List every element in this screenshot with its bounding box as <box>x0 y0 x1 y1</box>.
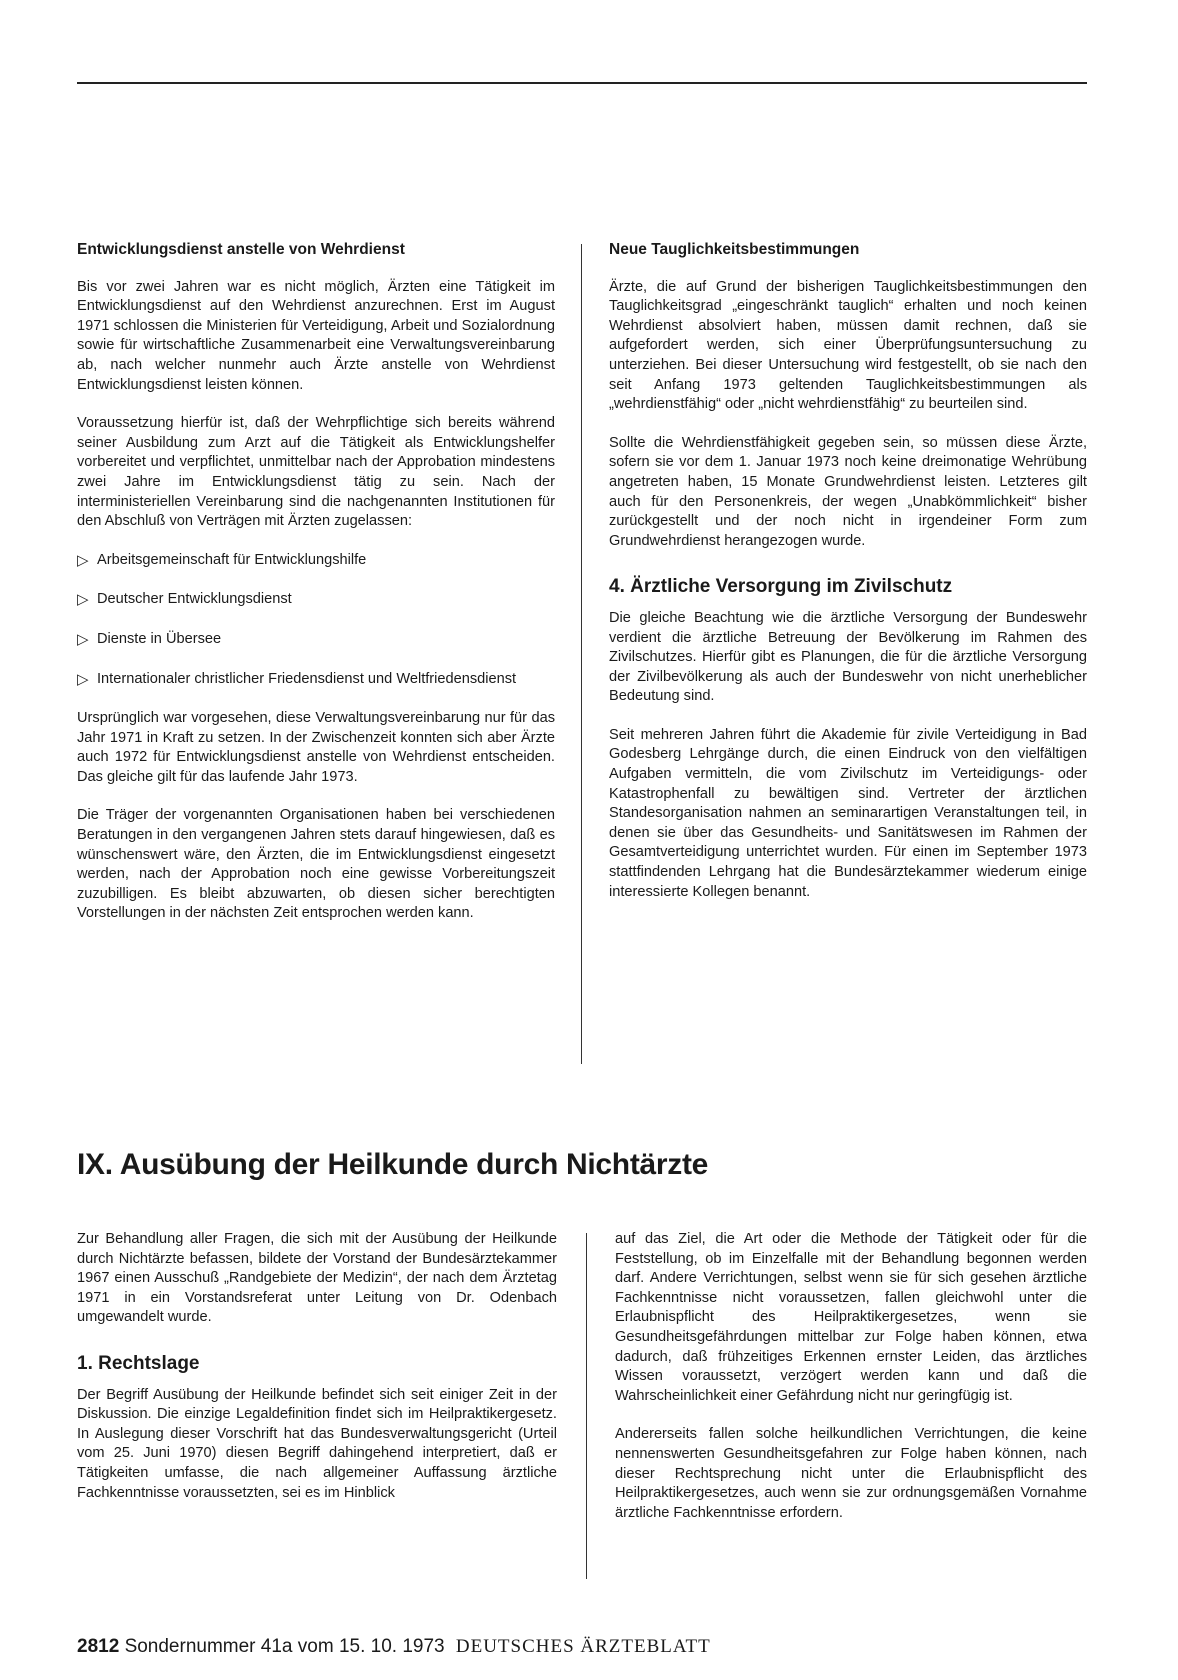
list-item <box>77 590 555 610</box>
paragraph: Sollte die Wehrdienstfähigkeit gegeben sein, so müssen diese Ärzte, sofern sie vor dem 1. Januar 1973 noch keine dreimonatige Wehrübung angetreten haben, 15 Monate Grundwehrdienst leisten. Letzteres gilt auch für den Personenkreis, der wegen „Unabkömmlichkeit“ bisher zurückgestellt und der noch nicht in irgendeiner Form zum Grundwehrdienst herangezogen wurde. <box>609 434 1087 549</box>
top-left-column <box>77 240 555 943</box>
bottom-left-column <box>77 1230 557 1522</box>
section-heading-rechtslage: 1. Rechtslage <box>77 1352 200 1374</box>
bottom-right-column <box>615 1230 1087 1542</box>
column-divider <box>581 244 582 1064</box>
list-item <box>77 551 555 571</box>
list-item-text: Arbeitsgemeinschaft für Entwicklungshilfe <box>97 551 367 568</box>
top-rule <box>77 82 1087 84</box>
paragraph: Zur Behandlung aller Fragen, die sich mit der Ausübung der Heilkunde durch Nichtärzte befassen, bildete der Vorstand der Bundesärztekammer 1967 einen Ausschuß „Randgebiete der Medizin“, der nach dem Ärztetag 1971 in ein Vorstandsreferat unter Leitung von Dr. Odenbach umgewandelt wurde. <box>77 1231 557 1326</box>
journal-name: DEUTSCHES ÄRZTEBLATT <box>455 1636 711 1657</box>
top-right-column <box>609 240 1087 921</box>
paragraph: Seit mehreren Jahren führt die Akademie für zivile Verteidigung in Bad Godesberg Lehrgänge durch, die einen Eindruck von den vielfältigen Aufgaben vermitteln, die vom Zivilschutz im Verteidigungs- oder Katastrophenfall zu bewältigen sind. Vertreter der ärztlichen Standesorganisation nahmen an seminarartigen Veranstaltungen teil, in denen sie über das Gesundheits- und Sanitätswesen im Rahmen der Gesamtverteidigung unterrichtet wurden. Für einen im September 1973 stattfindenden Lehrgang hat die Bundesärztekammer wiederum einige interessierte Kollegen benannt. <box>609 726 1087 900</box>
page-footer <box>77 1636 711 1658</box>
list-item-text: Deutscher Entwicklungsdienst <box>97 591 292 608</box>
list-item-text: Internationaler christlicher Friedensdienst und Weltfriedensdienst <box>97 670 517 687</box>
paragraph: Ursprünglich war vorgesehen, diese Verwaltungsvereinbarung nur für das Jahr 1971 in Kraft zu setzen. In der Zwischenzeit konnten sich aber Ärzte auch 1972 für Entwicklungsdienst anstelle von Wehrdienst entscheiden. Das gleiche gilt für das laufende Jahr 1973. <box>77 710 555 785</box>
paragraph: Bis vor zwei Jahren war es nicht möglich, Ärzten eine Tätigkeit im Entwicklungsdienst auf den Wehrdienst anzurechnen. Erst im August 1971 schlossen die Ministerien für Verteidigung, Arbeit und Sozialordnung sowie für wirtschaftliche Zusammenarbeit eine Verwaltungsvereinbarung ab, nach welcher nunmehr auch Ärzte anstelle von Wehrdienst Entwicklungsdienst leisten können. <box>77 278 555 393</box>
section-heading-entwicklungsdienst: Entwicklungsdienst anstelle von Wehrdienst <box>77 241 405 258</box>
list-item <box>77 630 555 650</box>
chapter-title: IX. Ausübung der Heilkunde durch Nichtärzte <box>77 1148 709 1181</box>
paragraph: Der Begriff Ausübung der Heilkunde befindet sich seit einiger Zeit in der Diskussion. Die einzige Legaldefinition findet sich im Heilpraktikergesetz. In Auslegung dieser Vorschrift hat das Bundesverwaltungsgericht (Urteil vom 25. Juni 1970) diesen Begriff dahingehend interpretiert, daß er Tätigkeiten umfasse, die nach allgemeiner Auffassung ärztliche Fachkenntnisse voraussetzten, sei es im Hinblick <box>77 1386 557 1501</box>
section-heading-tauglichkeit: Neue Tauglichkeitsbestimmungen <box>609 241 860 258</box>
triangle-bullet-icon: ▷ <box>77 630 89 648</box>
page-number: 2812 <box>77 1636 120 1657</box>
triangle-bullet-icon: ▷ <box>77 551 89 569</box>
column-divider <box>586 1233 587 1579</box>
paragraph: Die Träger der vorgenannten Organisationen haben bei verschiedenen Beratungen in den vergangenen Jahren stets darauf hingewiesen, daß es wünschenswert wäre, den Ärzten, die im Entwicklungsdienst eingesetzt werden, nach der Approbation noch eine gewisse Vorbereitungszeit zuzubilligen. Es bleibt abzuwarten, ob diesen sicher berechtigten Vorstellungen in der nächsten Zeit entsprochen werden kann. <box>77 807 555 922</box>
list-item <box>77 670 555 690</box>
paragraph: Andererseits fallen solche heilkundlichen Verrichtungen, die keine nennenswerten Gesundheitsgefahren zur Folge haben können, nach dieser Rechtsprechung nicht unter die Erlaubnispflicht des Heilpraktikergesetzes, auch wenn sie zur ordnungsgemäßen Vornahme ärztliche Fachkenntnisse erfordern. <box>615 1426 1087 1521</box>
paragraph: auf das Ziel, die Art oder die Methode der Tätigkeit oder für die Feststellung, ob im Einzelfalle mit der Behandlung begonnen werden darf. Andere Verrichtungen, selbst wenn sie für sich gesehen ärztliche Fachkenntnisse nicht voraussetzen, fallen gleichwohl unter die Erlaubnispflicht des Heilpraktikergesetzes, wenn sie Gesundheitsgefährdungen mittelbar zur Folge haben können, etwa dadurch, daß frühzeitiges Erkennen ernster Leiden, das ärztliches Wissen voraussetzt, verzögert werden kann und daß die Wahrscheinlichkeit einer Gefährdung nicht nur geringfügig ist. <box>615 1231 1087 1404</box>
triangle-bullet-icon: ▷ <box>77 591 89 609</box>
list-item-text: Dienste in Übersee <box>97 630 222 647</box>
section-heading-zivilschutz: 4. Ärztliche Versorgung im Zivilschutz <box>609 576 953 598</box>
triangle-bullet-icon: ▷ <box>77 670 89 688</box>
paragraph: Die gleiche Beachtung wie die ärztliche Versorgung der Bundeswehr verdient die ärztliche Betreuung der Bevölkerung im Rahmen des Zivilschutzes. Hierfür gibt es Planungen, die für die ärztliche Versorgung der Zivilbevölkerung als auch der Bundeswehr von nicht unerheblicher Bedeutung sind. <box>609 609 1087 705</box>
paragraph: Ärzte, die auf Grund der bisherigen Tauglichkeitsbestimmungen den Tauglichkeitsgrad „eingeschränkt tauglich“ erhalten und noch keinen Wehrdienst absolviert haben, müssen damit rechnen, daß sie aufgefordert werden, sich einer Überprüfungsuntersuchung zu unterziehen. Bei dieser Untersuchung wird festgestellt, ob sie nach den seit Anfang 1973 geltenden Tauglichkeitsbestimmungen als „wehrdienstfähig“ oder „nicht wehrdienstfähig“ zu beurteilen sind. <box>609 278 1087 413</box>
paragraph: Voraussetzung hierfür ist, daß der Wehrpflichtige sich bereits während seiner Ausbildung zum Arzt auf die Tätigkeit als Entwicklungshelfer vorbereitet und verpflichtet, unmittelbar nach der Approbation mindestens zwei Jahre im Entwicklungsdienst tätig zu sein. Nach der interministeriellen Vereinbarung sind die nachgenannten Institutionen für den Abschluß von Verträgen mit Ärzten zugelassen: <box>77 415 555 530</box>
issue-info: Sondernummer 41a vom 15. 10. 1973 <box>124 1636 445 1657</box>
